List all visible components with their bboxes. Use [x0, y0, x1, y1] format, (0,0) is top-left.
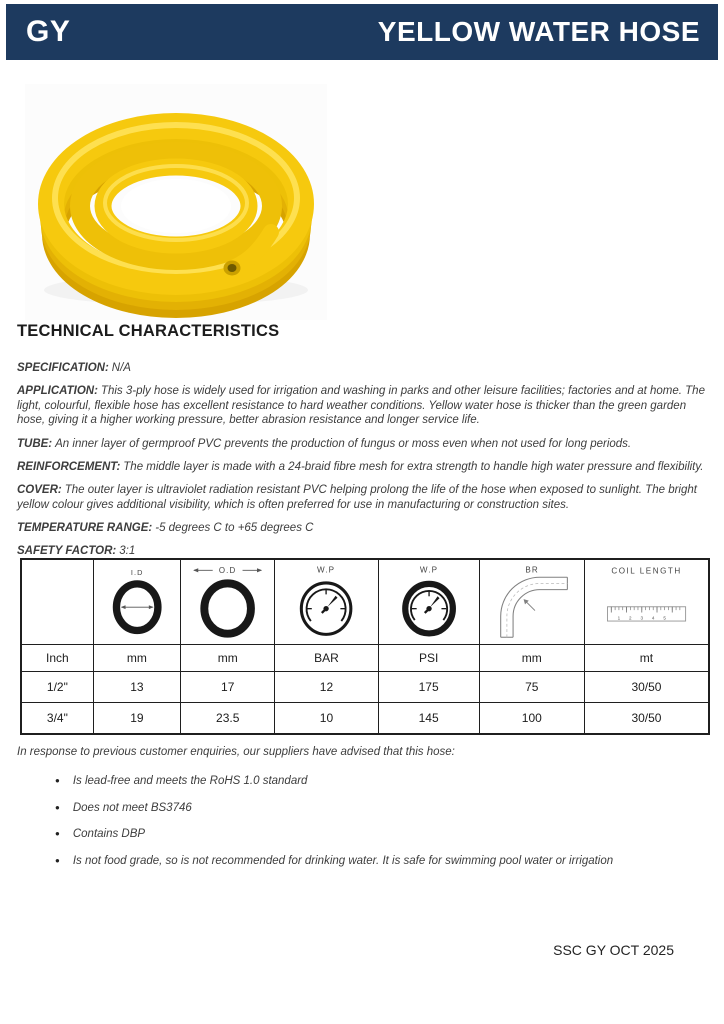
bullet-icon: ●	[55, 802, 60, 812]
working-pressure-psi-header	[378, 559, 479, 645]
svg-text:5: 5	[663, 615, 666, 621]
unit-cell: mt	[584, 645, 709, 672]
spec-text: This 3-ply hose is widely used for irrigation and washing in parks and other leisure facilities; factories and at home. The light, colourful, flexible hose has excellent resistance to hard weather conditions. Yellow water hose is thicker than the green garden hose, giving it a higher working pressure, better abrasion resistance and longer service life.	[17, 385, 705, 427]
spec-safety-factor	[17, 544, 708, 558]
svg-text:2: 2	[628, 615, 632, 621]
spec-text: N/A	[111, 362, 131, 374]
section-heading: TECHNICAL CHARACTERISTICS	[17, 322, 280, 340]
page-title: YELLOW WATER HOSE	[377, 16, 700, 47]
unit-cell: mm	[479, 645, 584, 672]
spec-application	[17, 384, 708, 427]
spec-label: COVER:	[17, 484, 62, 497]
spec-tube	[17, 437, 708, 451]
bullet-icon: ●	[55, 829, 60, 839]
spec-label: TUBE:	[17, 437, 53, 450]
bend-radius-header	[479, 559, 584, 645]
note-text: Does not meet BS3746	[72, 801, 192, 814]
technical-section	[17, 322, 708, 568]
spec-text: -5 degrees C to +65 degrees C	[155, 522, 314, 534]
unit-cell: mm	[181, 645, 275, 672]
spec-text: The middle layer is made with a 24-braid fibre mesh for extra strength to handle high water pressure and flexibility.	[123, 460, 704, 473]
br-cell: 100	[479, 703, 584, 734]
pressure-gauge-icon	[275, 562, 377, 642]
spec-temperature-range	[17, 521, 708, 535]
spec-text: 3:1	[119, 545, 136, 558]
coil-length-header	[584, 559, 709, 645]
svg-text:O.D: O.D	[219, 566, 237, 576]
spec-reinforcement	[17, 460, 708, 474]
note-text: Is lead-free and meets the RoHS 1.0 standard	[72, 775, 308, 788]
coil-length-cell: 30/50	[584, 672, 709, 703]
bullet-icon: ●	[55, 855, 60, 865]
br-cell: 75	[479, 672, 584, 703]
note-text: Contains DBP	[72, 828, 146, 841]
svg-text:W.P: W.P	[317, 565, 336, 575]
size-cell: 3/4"	[21, 703, 93, 734]
pressure-gauge-bold-icon	[379, 562, 479, 642]
svg-text:3: 3	[640, 615, 643, 621]
spec-label: TEMPERATURE RANGE:	[17, 522, 153, 534]
unit-cell: mm	[93, 645, 180, 672]
svg-text:4: 4	[651, 615, 655, 621]
spec-label: SPECIFICATION:	[17, 362, 109, 374]
list-item	[55, 801, 708, 815]
list-item	[55, 854, 708, 868]
spec-text: An inner layer of germproof PVC prevents the production of fungus or moss even when not used for long periods.	[55, 437, 632, 450]
size-cell: 1/2"	[21, 672, 93, 703]
spec-text: The outer layer is ultraviolet radiation resistant PVC helping prolong the life of the hose when exposed to sunlight. The bright yellow colour gives additional visibility, which is often preferred for use in manufacturing or construction sites.	[17, 484, 697, 511]
spec-label: SAFETY FACTOR:	[17, 545, 117, 558]
spec-cover	[17, 483, 708, 512]
product-photo	[25, 84, 327, 320]
svg-text:BR: BR	[525, 565, 539, 575]
document-reference: SSC GY OCT 2025	[553, 942, 674, 958]
table-units-row	[21, 645, 709, 672]
wp-psi-cell: 175	[378, 672, 479, 703]
working-pressure-bar-header	[275, 559, 378, 645]
wp-bar-cell: 10	[275, 703, 378, 734]
id-cell: 13	[93, 672, 180, 703]
product-code: GY	[26, 15, 71, 48]
id-cell: 19	[93, 703, 180, 734]
list-item	[55, 827, 708, 841]
unit-cell: PSI	[378, 645, 479, 672]
yellow-hose-coil-image	[25, 84, 327, 320]
svg-text:1: 1	[617, 615, 621, 621]
svg-text:COIL LENGTH: COIL LENGTH	[611, 566, 682, 576]
spec-label: REINFORCEMENT:	[17, 460, 121, 473]
header-band	[6, 4, 718, 60]
table-row	[21, 703, 709, 734]
coil-length-cell: 30/50	[584, 703, 709, 734]
spec-table	[20, 558, 710, 735]
table-row	[21, 672, 709, 703]
spec-label: APPLICATION:	[17, 385, 98, 398]
wp-psi-cell: 145	[378, 703, 479, 734]
svg-text:I.D: I.D	[130, 568, 144, 578]
empty-header-cell	[21, 559, 93, 645]
unit-cell: Inch	[21, 645, 93, 672]
ruler-icon	[585, 562, 708, 642]
outer-diameter-header	[181, 559, 275, 645]
table-icon-header-row	[21, 559, 709, 645]
bend-radius-icon	[480, 562, 584, 642]
inner-diameter-header	[93, 559, 180, 645]
od-cell: 23.5	[181, 703, 275, 734]
supplier-notes	[17, 745, 708, 880]
unit-cell: BAR	[275, 645, 378, 672]
od-cell: 17	[181, 672, 275, 703]
note-text: Is not food grade, so is not recommended for drinking water. It is safe for swimming pool water or irrigation	[72, 854, 614, 867]
notes-intro: In response to previous customer enquiries, our suppliers have advised that this hose:	[17, 746, 455, 758]
inner-diameter-icon	[94, 562, 180, 642]
outer-diameter-icon	[181, 562, 274, 642]
notes-list	[55, 774, 708, 868]
wp-bar-cell: 12	[275, 672, 378, 703]
list-item	[55, 774, 708, 788]
svg-text:W.P: W.P	[419, 565, 438, 575]
spec-specification	[17, 361, 708, 375]
bullet-icon: ●	[55, 776, 60, 786]
